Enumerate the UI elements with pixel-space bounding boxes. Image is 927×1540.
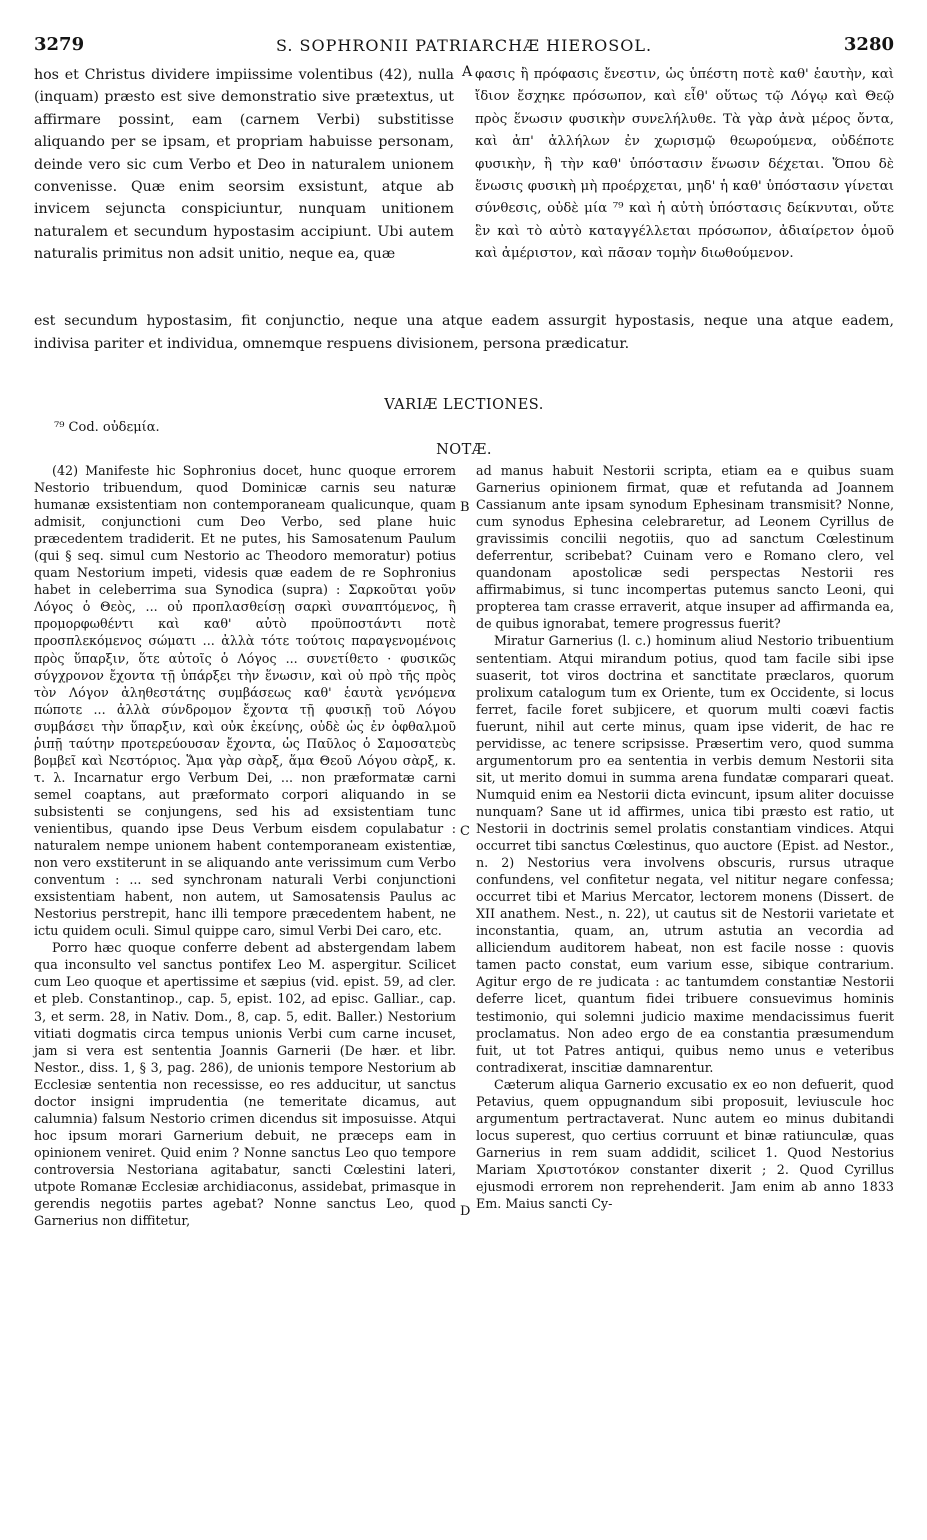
notes-right-column xyxy=(476,462,894,1212)
note-paragraph: (42) Manifeste hic Sophronius docet, hunc quoque errorem Nestorio tribuendum, quod Dominicæ carnis seu naturæ humanæ exsistentiam non contemporaneam qualicunque, quam admisit, conjunctioni cum Deo Verbo, sed plane huic præcedentem tradiderit. Et ne putes, his Samosatenum Paulum (qui § seq. simul cum Nestorio ac Theodoro memoratur) potius quam Nestorium impeti, videsis quæ eadem de re Sophronius habet in celeberrima sua Synodica (supra) : Σαρκοῦται γοῦν Λόγος ὁ Θεὸς, ... οὐ προπλασθείσῃ σαρκὶ συναπτόμενος, ἢ προμορφωθέντι καὶ καθ' αὐτὸ προϋποστάντι ποτὲ προσπλεκόμενος σώματι ... ἀλλὰ τότε τούτοις παραγενομένοις πρὸς ὕπαρξιν, ὅτε αὐτοῖς ὁ Λόγος ... συνετίθετο · φυσικῶς σύγχρονον ἔχοντα τῇ ὑπάρξει τὴν ἕνωσιν, καὶ οὐ πρὸ τῆς πρὸς τὸν Λόγον ἀληθεστάτης συμβάσεως καθ' ἑαυτὰ γενόμενα πώποτε ... ἀλλὰ σύνδρομον ἔχοντα τῇ φυσικῇ τοῦ Λόγου συμβάσει τὴν ὕπαρξιν, καὶ οὐκ ἐκείνης, οὐδὲ ὡς ἐν ὀφθαλμοῦ ῥιπῇ ταύτην προτερεύουσαν ἔχοντα, ὡς Παῦλος ὁ Σαμοσατεὺς βομβεῖ καὶ Νεστόριος. Ἅμα γὰρ σὰρξ, ἅμα Θεοῦ Λόγου σὰρξ, κ. τ. λ. Incarnatur ergo Verbum Dei, ... non præformatæ carni semel coaptans, aut præformato corpori aliquando in se subsistenti se conjungens, sed his ad exsistentiam tunc venientibus, quando ipse Deus Verbum eisdem copulabatur : naturalem nempe unionem habent contemporaneam existentiæ, non vero exstiterunt in se aliquando ante verissimum cum Verbo conventum : ... sed synchronam naturali Verbi conjunctioni exsistentiam habent, non autem, ut Samosatensis Paulus ac Nestorius perstrepit, hanc illi tempore præcedentem habent, ne ictu quidem oculi. Simul quippe caro, simul Verbi Dei caro, etc. xyxy=(34,463,456,939)
latin-column: hos et Christus dividere impiissime volentibus (42), nulla (inquam) præsto est sive demonstratio sive prætextus, ut affirmare possint, eam (carnem Verbi) substitisse aliquando per se ipsam, et propriam habuisse personam, deinde vero sic cum Verbo et Deo in naturalem unionem convenisse. Quæ enim seorsim exsistunt, atque ab invicem sejuncta conspiciuntur, nunquam unitionem naturalem et secundum hypostasim accipiunt. Ubi autem naturalis primitus non adsit unitio, neque ea, quæ xyxy=(34,67,454,263)
margin-marker-c: C xyxy=(460,824,470,839)
variant-reading: ⁷⁹ Cod. οὐδεμία. xyxy=(54,420,160,435)
page-number-left: 3279 xyxy=(34,34,85,55)
running-title: S. SOPHRONII PATRIARCHÆ HIEROSOL. xyxy=(275,36,653,55)
variae-lectiones-heading: VARIÆ LECTIONES. xyxy=(384,397,544,413)
margin-marker-b: B xyxy=(460,500,470,515)
note-paragraph: Miratur Garnerius (l. c.) hominum aliud Nestorio tribuentium sententiam. Atqui mirandum potius, quod tam facile sibi ipse suaserit, tot viros doctrina et sanctitate præclaros, quorum prolixum catalogum tum ex Oriente, tum ex Occidente, si locus ferret, facile foret subjicere, et quorum multi coævi factis fuerunt, nihil aut certe minus, quam ipse viderit, de hac re pervidisse, ac tenere scripsisse. Præsertim vero, quod summa argumentorum pro ea sententia in verbis demum Nestorii sita sit, ut merito domui in summa arena fundatæ comparari queat. Numquid enim ea Nestorii dicta evincunt, ipsum aliter docuisse nunquam? Sane ut id affirmes, unica tibi præsto est ratio, ut Nestorii in doctrinis semel prolatis constantiam vindices. Atqui occurret tibi sanctus Cœlestinus, quo auctore (Epist. ad Nestor., n. 2) Nestorius vera involvens obscuris, rursus utraque confundens, vel confitetur negata, vel nititur negare confessa; occurret tibi et Marius Mercator, lectorem monens (Dissert. de XII anathem. Nest., n. 22), ut cautus sit de Nestorii varietate et inconstantia, quam, an, utrum astutia an vecordia ad alliciendum auditorem habeat, non est facile nosse : quovis tamen pacto constat, eum varium esse, sibique contrarium. Agitur ergo de re judicata : ac tantumdem constantiæ Nestorii deferre licet, quantum fidei tribuere consuevimus hominis testimonio, qui solemni judicio maxime mendacissimus fuerit proclamatus. Non adeo ergo de ea constantia præsumendum fuit, ut tot Patres antiqui, quibus nemo unus e veteribus contradixerat, inscitiæ damnarentur. xyxy=(476,633,894,1075)
notes-left-column xyxy=(34,462,456,1229)
page-number-right: 3280 xyxy=(843,34,894,55)
notae-heading: NOTÆ. xyxy=(436,442,492,458)
margin-marker-d: D xyxy=(460,1204,471,1219)
note-paragraph: Cæterum aliqua Garnerio excusatio ex eo non defuerit, quod Petavius, quem oppugnandum sibi proposuit, leviuscule hoc argumentum pertractaverat. Nunc autem eo minus dubitandi locus superest, quo certius corruunt et binæ ratiunculæ, quas Garnerius in rem suam addidit, scilicet 1. Quod Nestorius Mariam Χριστοτόκον constanter dixerit ; 2. Quod Cyrillus ejusmodi errorem non reprehenderit. Jam enim ab anno 1833 Em. Maius sancti Cy- xyxy=(476,1076,894,1212)
note-paragraph: ad manus habuit Nestorii scripta, etiam ea e quibus suam Garnerius opinionem firmat, quæ et refutanda ad Joannem Cassianum ante ipsam synodum Ephesinam transmisit? Nonne, cum synodus Ephesina celebraretur, ad Leonem Cyrillus de gravissimis concilii negotiis, quo ad sanctum Cœlestinum deferrentur, scribebat? Cuinam vero e Romano clero, vel quandonam apostolicæ sedi perspectas Nestorii res affirmabimus, si tunc incompertas putemus sancto Leoni, qui propterea tam crasse erraverit, atque insuper ad affirmanda ea, de quibus ignorabat, temere progressus fuerit? xyxy=(476,463,894,632)
page xyxy=(34,30,894,1229)
margin-marker-a: A xyxy=(462,64,473,80)
greek-column: φασις ἢ πρόφασις ἔνεστιν, ὡς ὑπέστη ποτὲ καθ' ἑαυτὴν, καὶ ἴδιον ἔσχηκε πρόσωπον, καὶ εἶθ' οὕτως τῷ Λόγῳ καὶ Θεῷ πρὸς ἕνωσιν φυσικὴν συνελήλυθε. Τὰ γὰρ ἀνὰ μέρος ὄντα, καὶ ἀπ' ἀλλήλων ἐν χωρισμῷ θεωρούμενα, οὐδέποτε φυσικὴν, ἢ τὴν καθ' ὑπόστασιν ἕνωσιν δέχεται. Ὅπου δὲ ἕνωσις φυσικὴ μὴ προέρχεται, μηδ' ἡ καθ' ὑπόστασιν γίνεται σύνθεσις, οὐδὲ μία ⁷⁹ καὶ ἡ αὐτὴ ὑπόστασις δείκνυται, οὔτε ἓν καὶ τὸ αὐτὸ καταγγέλλεται πρόσωπον, ἀδιαίρετον ὁμοῦ καὶ ἀμέριστον, καὶ πᾶσαν τομὴν διωθούμενον. xyxy=(475,67,894,262)
latin-continuation: est secundum hypostasim, fit conjunctio, neque una atque eadem assurgit hypostasis, neque una atque eadem, indivisa pariter et individua, omnemque respuens divisionem, persona prædicatur. xyxy=(34,313,894,352)
page-header xyxy=(34,30,894,56)
note-paragraph: Porro hæc quoque conferre debent ad abstergendam labem qua inconsulto vel sanctus pontifex Leo M. aspergitur. Scilicet cum Leo quoque et apertissime et sæpius (vid. epist. 59, ad cler. et pleb. Constantinop., cap. 5, epist. 102, ad episc. Galliar., cap. 3, et serm. 28, in Nativ. Dom., 8, cap. 5, edit. Baller.) Nestorium vitiati dogmatis circa tempus unionis Verbi cum carne incuset, jam si vera est sententia Joannis Garnerii (De hær. et libr. Nestor., diss. 1, § 3, pag. 286), de unionis tempore Nestorium ab Ecclesiæ sententia non recessisse, eo res adducitur, ut sanctus doctor insigni imprudentia (ne temeritate dicamus, aut calumnia) falsum Nestorio crimen dicendus sit imposuisse. Atqui hoc ipsum morari Garnerium debuit, ne præceps eam in opinionem veniret. Quid enim ? Nonne sanctus Leo quo tempore controversia Nestoriana agitabatur, sancti Cœlestini lateri, utpote Romanæ Ecclesiæ archidiaconus, assidebat, primasque in gerendis negotiis partes agebat? Nonne sanctus Leo, quod Garnerius non diffitetur, xyxy=(34,940,456,1229)
